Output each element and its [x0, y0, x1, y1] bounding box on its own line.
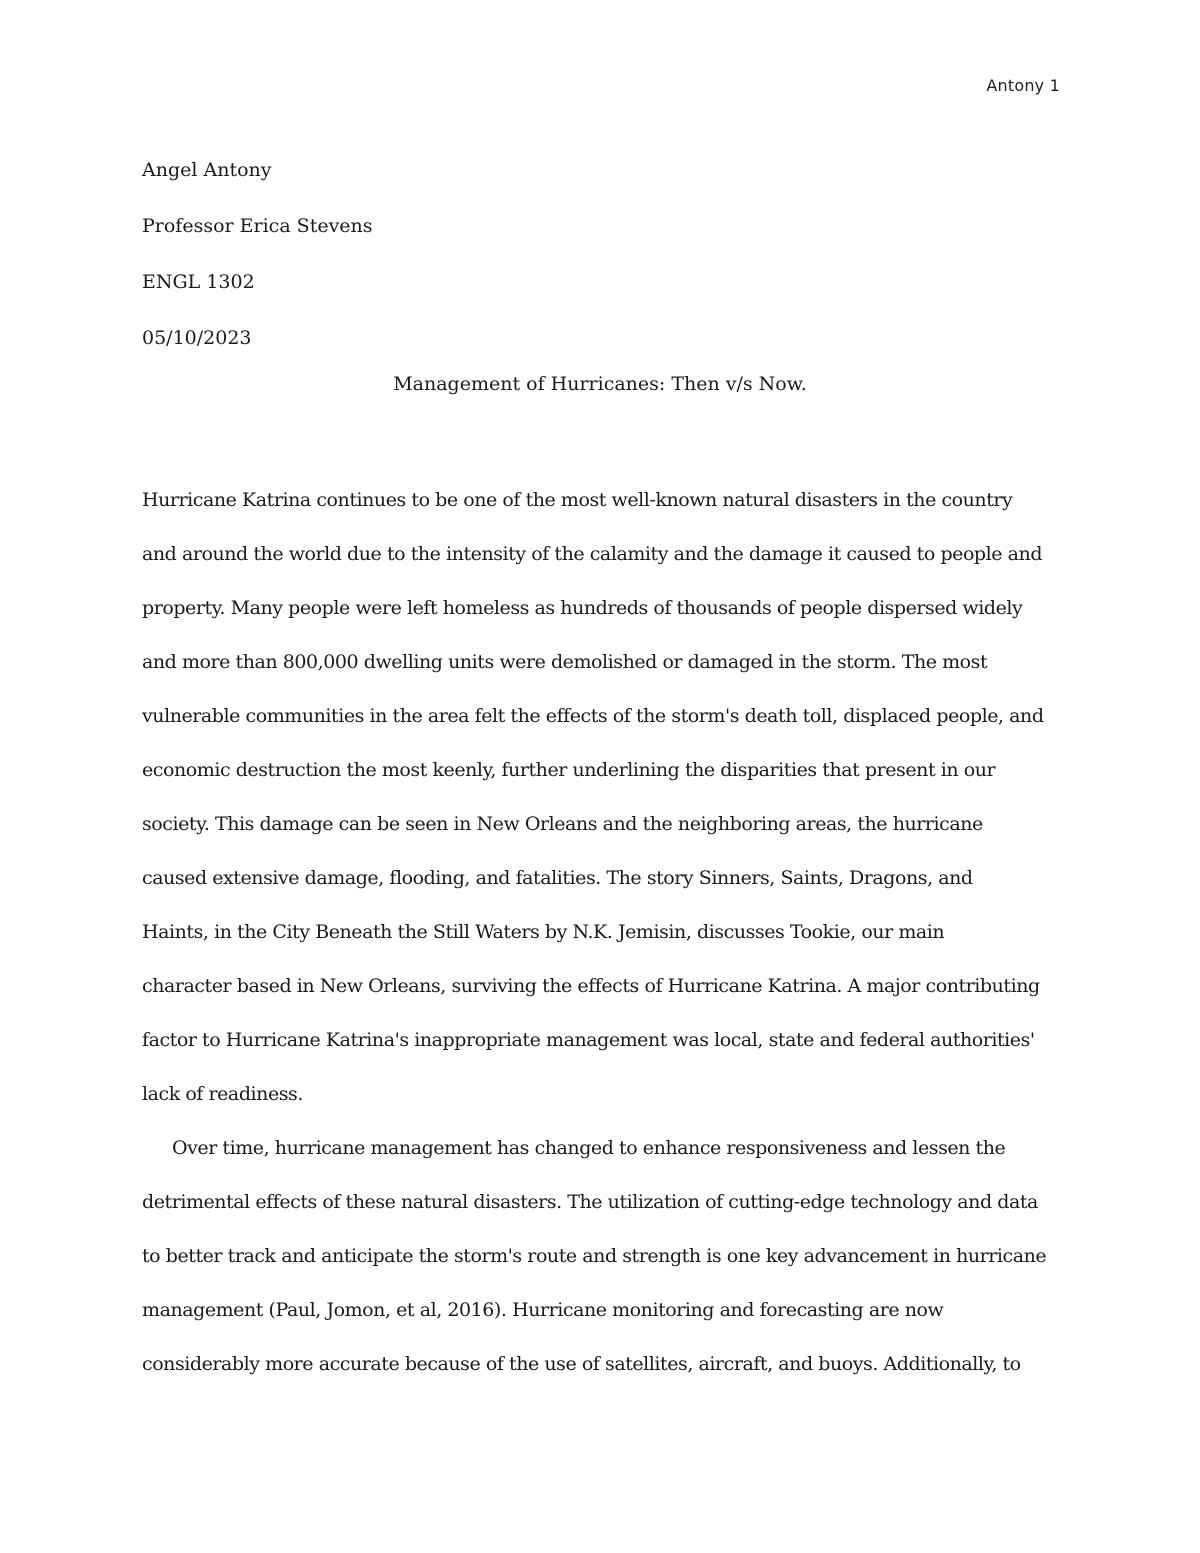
course-name: ENGL 1302 — [142, 271, 255, 293]
text-line: lack of readiness. — [142, 1083, 303, 1105]
mla-heading — [142, 142, 1058, 366]
instructor-name: Professor Erica Stevens — [142, 215, 373, 237]
text-line: caused extensive damage, flooding, and fatalities. The story Sinners, Saints, Dragons, and — [142, 867, 973, 889]
text-line: to better track and anticipate the storm's route and strength is one key advancement in hurricane — [142, 1245, 1047, 1267]
essay-title: Management of Hurricanes: Then v/s Now. — [393, 373, 807, 395]
text-line: and around the world due to the intensity of the calamity and the damage it caused to people and — [142, 543, 1043, 565]
text-line: considerably more accurate because of the use of satellites, aircraft, and buoys. Additionally, to — [142, 1353, 1021, 1375]
submission-date: 05/10/2023 — [142, 327, 252, 349]
paragraph-2 — [142, 1130, 1062, 1400]
text-line: factor to Hurricane Katrina's inappropriate management was local, state and federal authorities' — [142, 1029, 1035, 1051]
essay-body — [142, 482, 1062, 1400]
text-line: and more than 800,000 dwelling units were demolished or damaged in the storm. The most — [142, 651, 988, 673]
text-line: vulnerable communities in the area felt the effects of the storm's death toll, displaced people, and — [142, 705, 1044, 727]
text-line: Hurricane Katrina continues to be one of the most well-known natural disasters in the country — [142, 489, 1013, 511]
text-line: economic destruction the most keenly, further underlining the disparities that present in our — [142, 759, 996, 781]
text-line: character based in New Orleans, surviving the effects of Hurricane Katrina. A major contributing — [142, 975, 1040, 997]
author-name: Angel Antony — [142, 159, 272, 181]
text-line: society. This damage can be seen in New Orleans and the neighboring areas, the hurricane — [142, 813, 983, 835]
running-head: Antony 1 — [986, 76, 1060, 95]
text-line: detrimental effects of these natural disasters. The utilization of cutting-edge technology and data — [142, 1191, 1038, 1213]
text-line: management (Paul, Jomon, et al, 2016). Hurricane monitoring and forecasting are now — [142, 1299, 944, 1321]
text-line: Over time, hurricane management has changed to enhance responsiveness and lessen the — [172, 1137, 1006, 1159]
paragraph-1 — [142, 482, 1062, 1130]
text-line: property. Many people were left homeless as hundreds of thousands of people dispersed widely — [142, 597, 1023, 619]
text-line: Haints, in the City Beneath the Still Waters by N.K. Jemisin, discusses Tookie, our main — [142, 921, 945, 943]
